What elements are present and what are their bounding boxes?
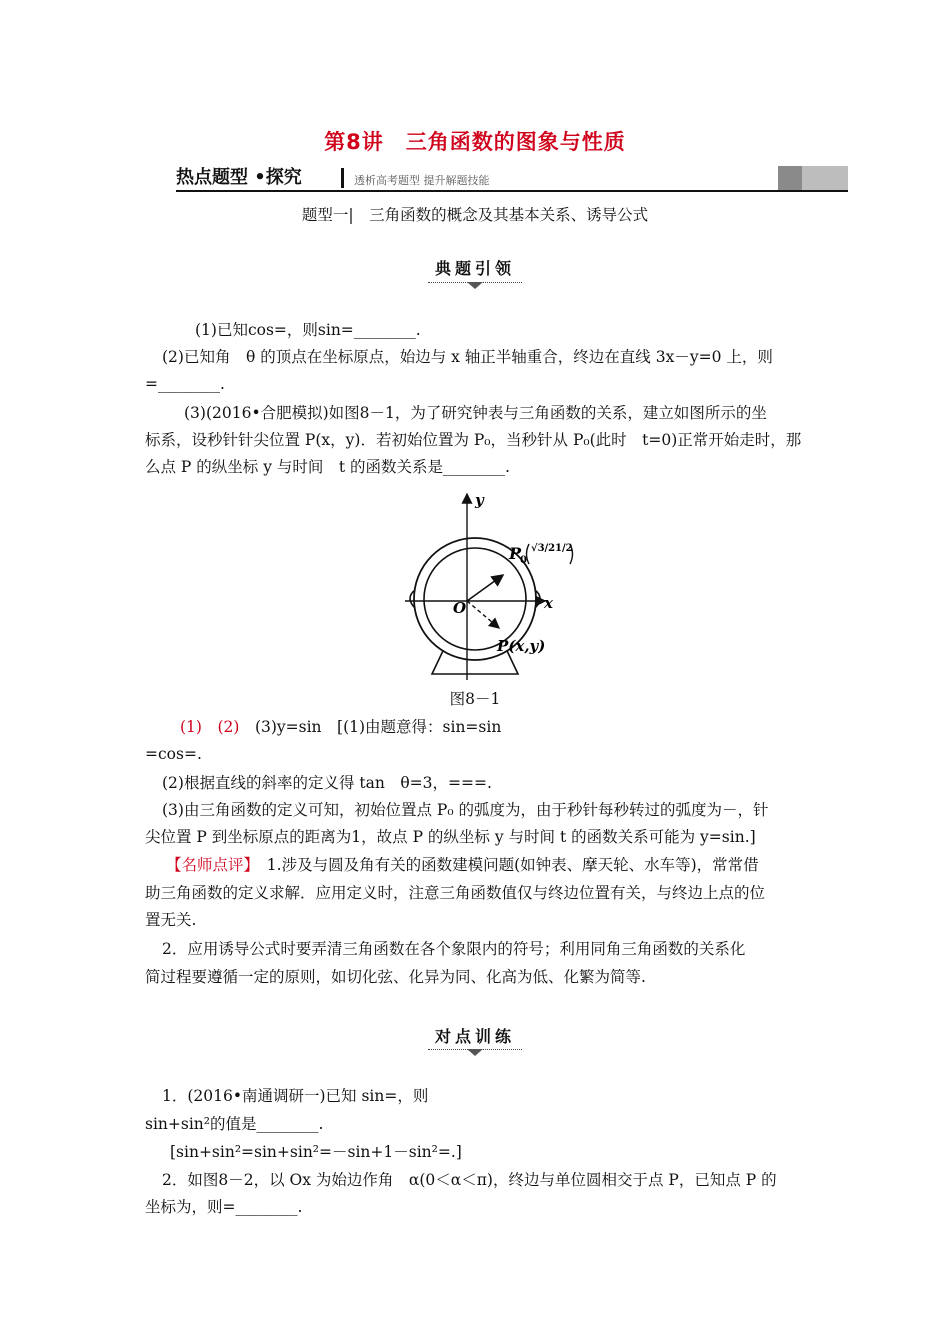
training-2-line1: 2．如图8－2，以 Ox 为始边作角 α(0＜α＜π)，终边与单位圆相交于点 P，已知点 P 的 [162, 1171, 777, 1189]
p0-x-coordinate: √3/2 [531, 543, 556, 554]
clock-figure [395, 488, 575, 683]
banner-decoration-light [802, 166, 848, 190]
p-point-label: P(x,y) [497, 637, 546, 655]
tip-line1 [166, 855, 759, 875]
section-banner [176, 166, 848, 192]
question-1: (1)已知cos=，则sin=________. [195, 321, 421, 339]
example-header [0, 256, 950, 279]
answer-line4: (3)由三角函数的定义可知，初始位置点 P₀ 的弧度为，由于秒针每秒转过的弧度为－，针 [162, 801, 769, 819]
training-1-line1: 1．(2016•南通调研一)已知 sin=，则 [162, 1087, 429, 1105]
answer-labels: (1) (2) [180, 718, 240, 736]
tip-line5: 简过程要遵循一定的原则，如切化弦、化异为同、化高为低、化繁为简等. [145, 968, 646, 986]
answer-line3: (2)根据直线的斜率的定义得 tan θ=3，===. [162, 774, 492, 792]
banner-divider [341, 168, 344, 188]
answer-line2: =cos=. [145, 745, 202, 763]
tip-line1-text: 1.涉及与圆及角有关的函数建模问题(如钟表、摩天轮、水车等)，常常借 [266, 856, 759, 874]
training-1-line2: sin+sin²的值是________. [145, 1115, 324, 1133]
question-2-line2: =________. [145, 375, 225, 393]
page-title: 第8讲 三角函数的图象与性质 [324, 130, 626, 154]
banner-title: 热点题型 •探究 [176, 167, 302, 188]
question-2-line1: (2)已知角 θ 的顶点在坐标原点，始边与 x 轴正半轴重合，终边在直线 3x－y=0 上，则 [162, 348, 773, 366]
question-3-line3: 么点 P 的纵坐标 y 与时间 t 的函数关系是________. [145, 458, 510, 476]
p0-subscript: 0 [520, 555, 527, 566]
banner-underline [176, 190, 848, 192]
banner-subtitle: 透析高考题型 提升解题技能 [354, 174, 490, 187]
p0-label: P [509, 544, 522, 563]
p0-y-coordinate: 1/2 [555, 543, 573, 554]
banner-decoration-dark [778, 166, 802, 190]
example-header-marker-icon [467, 282, 483, 289]
question-3-line1: (3)(2016•合肥模拟)如图8－1，为了研究钟表与三角函数的关系，建立如图所示的坐 [184, 404, 767, 422]
practice-header [0, 1024, 950, 1047]
practice-header-text: 对点训练 [434, 1027, 515, 1046]
y-axis-label: y [475, 491, 484, 509]
x-axis-label: x [544, 594, 553, 612]
answer-line1 [180, 717, 501, 737]
tip-label: 【名师点评】 [166, 856, 252, 874]
origin-label: O [453, 599, 467, 617]
tip-line3: 置无关. [145, 911, 197, 929]
tip-line4: 2．应用诱导公式时要弄清三角函数在各个象限内的符号；利用同角三角函数的关系化 [162, 940, 746, 958]
question-3-line2: 标系，设秒针针尖位置 P(x，y)．若初始位置为 P₀，当秒针从 P₀(此时 t=0)正常开始走时，那 [145, 431, 802, 449]
practice-header-marker-icon [467, 1049, 483, 1056]
section-heading: 题型一| 三角函数的概念及其基本关系、诱导公式 [301, 206, 649, 224]
tip-line2: 助三角函数的定义求解．应用定义时，注意三角函数值仅与终边位置有关，与终边上点的位 [145, 884, 766, 902]
answer-line1-text: (3)y=sin [(1)由题意得：sin=sin [254, 718, 502, 736]
training-1-answer: [sin+sin²=sin+sin²=－sin+1－sin²=.] [170, 1143, 462, 1161]
training-2-line2: 坐标为，则=________. [145, 1198, 303, 1216]
example-header-text: 典题引领 [434, 259, 515, 278]
figure-caption: 图8－1 [449, 690, 501, 708]
answer-line5: 尖位置 P 到坐标原点的距离为1，故点 P 的纵坐标 y 与时间 t 的函数关系可能为 y=sin.] [145, 828, 756, 846]
